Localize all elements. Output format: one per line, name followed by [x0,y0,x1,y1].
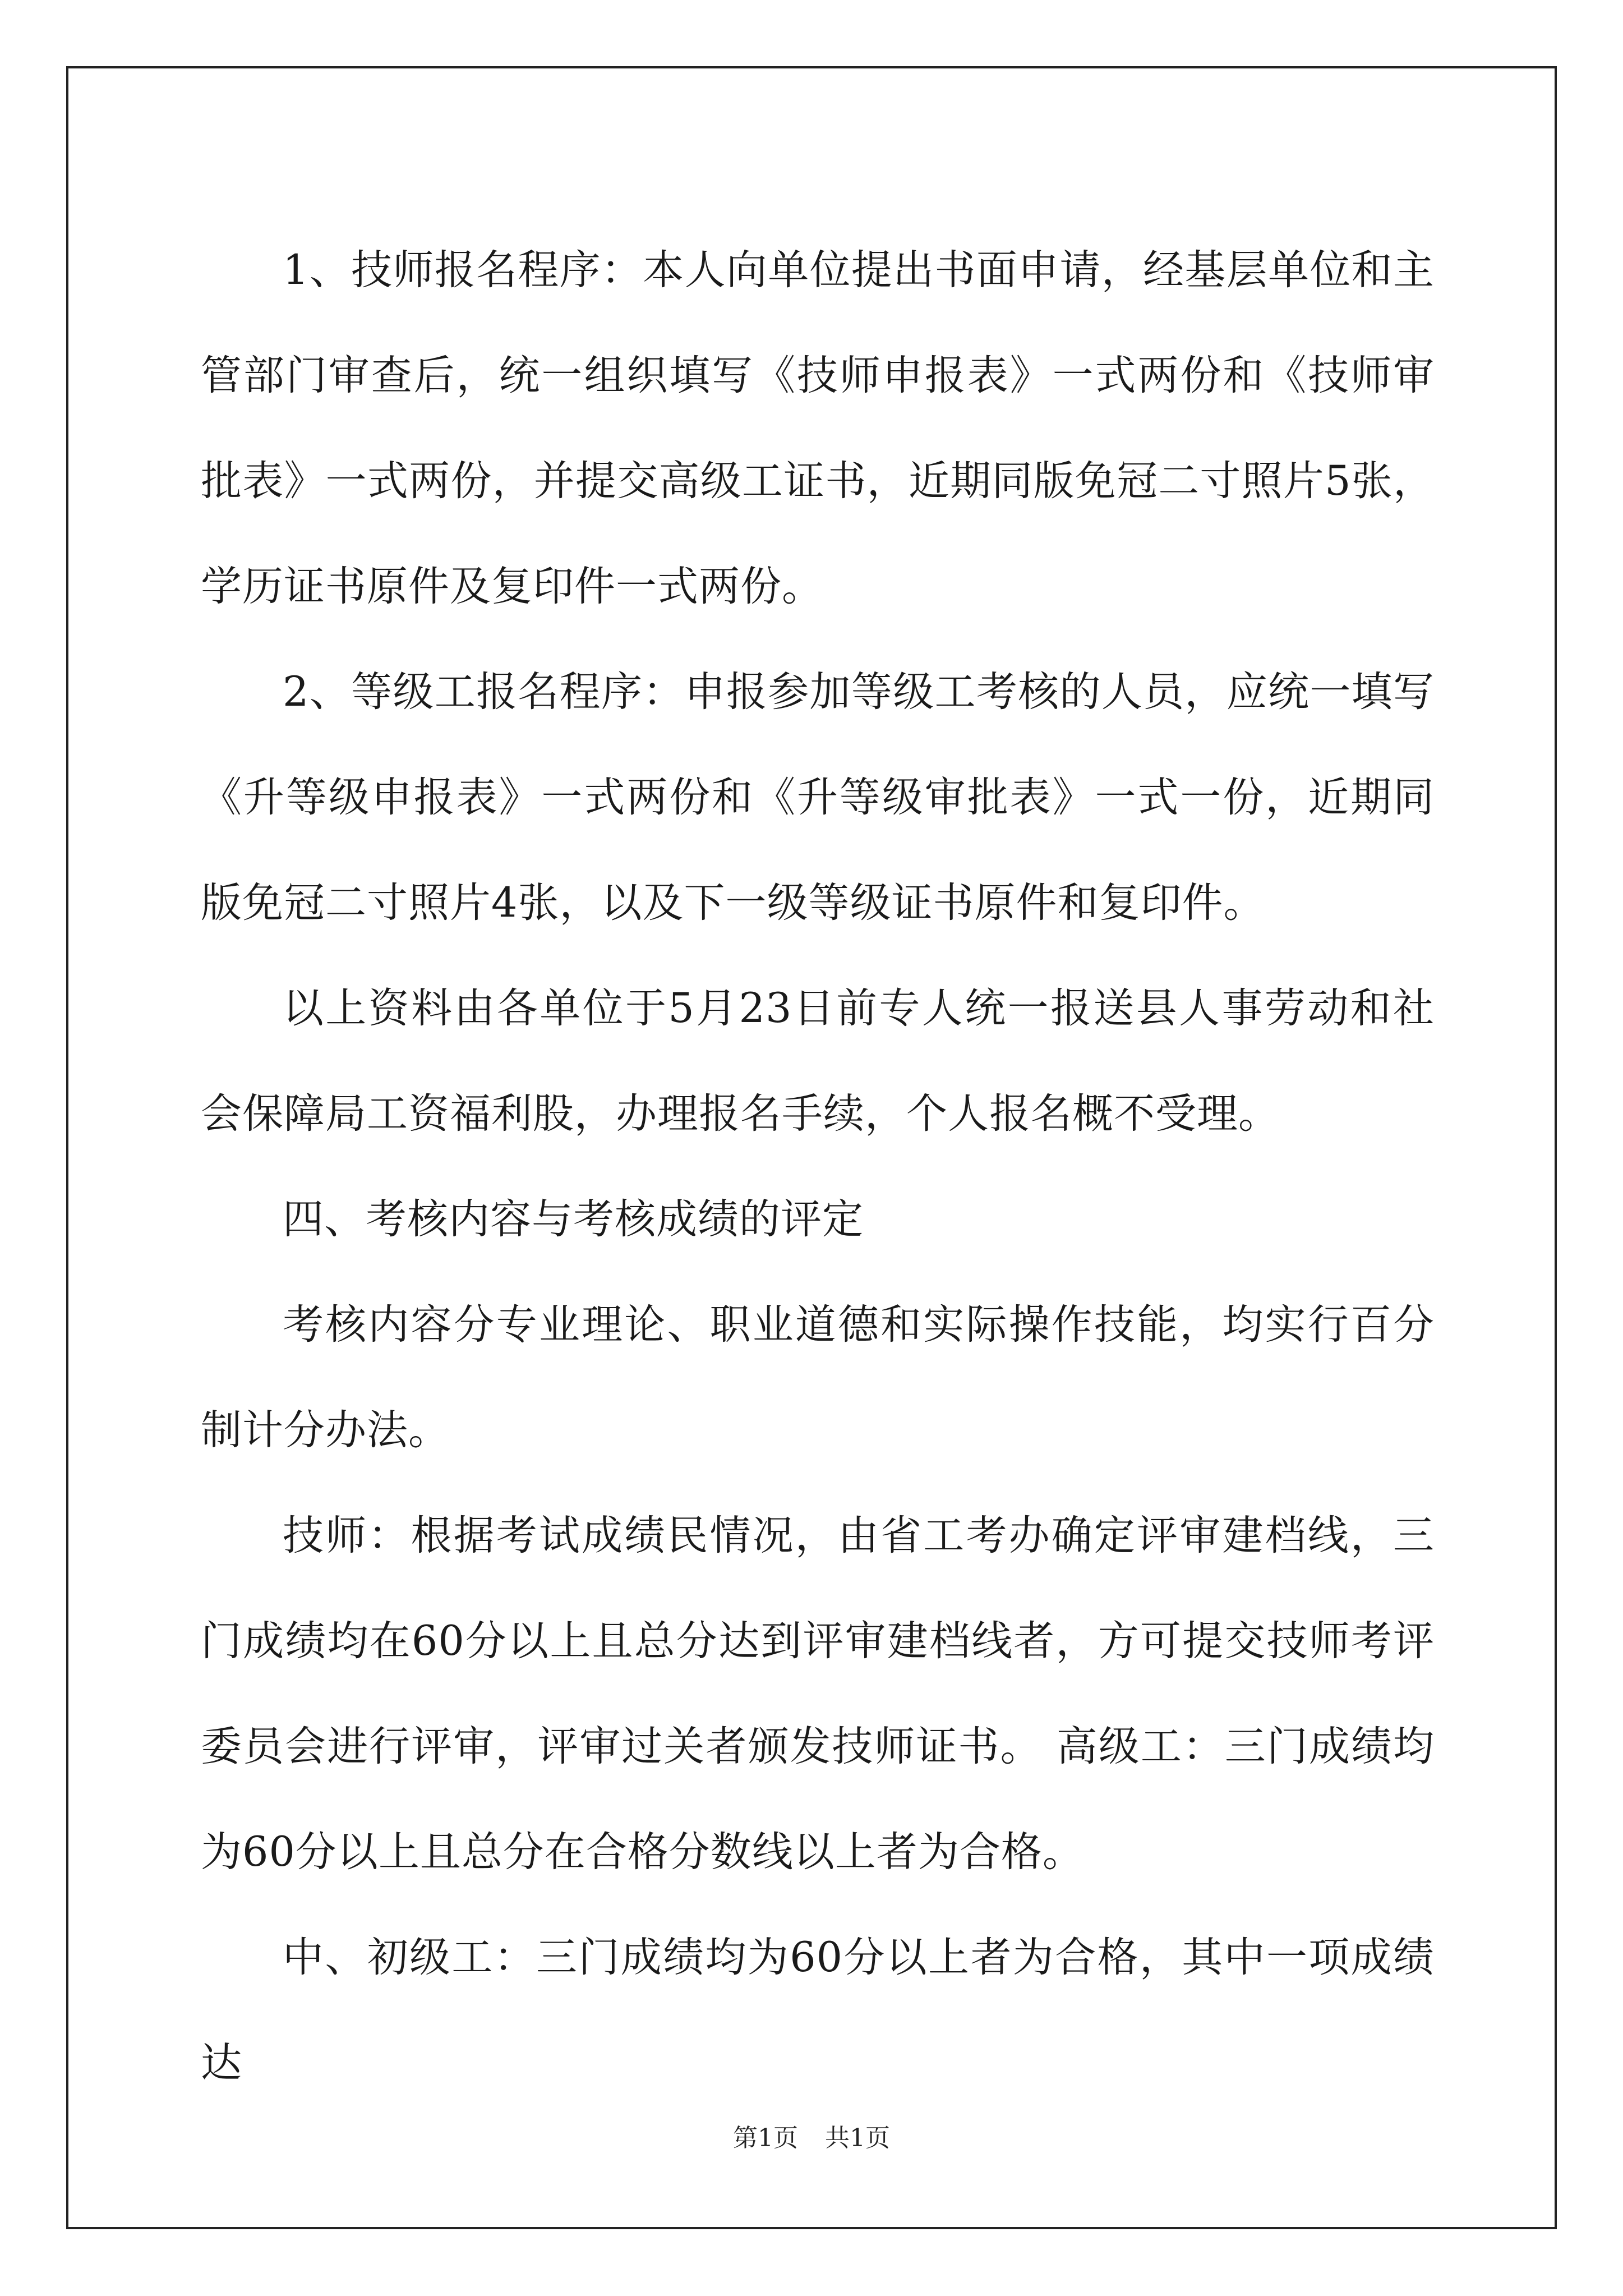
paragraph-technician-registration: 1、技师报名程序：本人向单位提出书面申请，经基层单位和主管部门审查后，统一组织填写《技师申报表》一式两份和《技师审批表》一式两份，并提交高级工证书，近期同版免冠二寸照片5张，学历证书原件及复印件一式两份。 [201,246,1435,610]
document-body [201,218,1435,2116]
page-footer [0,2122,1623,2155]
section-heading-assessment: 四、考核内容与考核成绩的评定 [283,1195,864,1243]
page-total: 共1页 [825,2124,890,2152]
paragraph-materials-submission: 以上资料由各单位于5月23日前专人统一报送县人事劳动和社会保障局工资福利股，办理报名手续，个人报名概不受理。 [201,984,1435,1138]
page-number: 第1页 [733,2124,798,2152]
paragraph-technician-criteria: 技师：根据考试成绩民情况，由省工考办确定评审建档线，三门成绩均在60分以上且总分达到评审建档线者，方可提交技师考评委员会进行评审，评审过关者颁发技师证书。 高级工：三门成绩均为60分以上且总分在合格分数线以上者为合格。 [201,1512,1435,1876]
paragraph-junior-criteria: 中、初级工：三门成绩均为60分以上者为合格，其中一项成绩达 [201,1934,1435,2087]
paragraph-grade-worker-registration: 2、等级工报名程序：申报参加等级工考核的人员，应统一填写《升等级申报表》一式两份和《升等级审批表》一式一份，近期同版免冠二寸照片4张，以及下一级等级证书原件和复印件。 [201,668,1435,927]
paragraph-assessment-content: 考核内容分专业理论、职业道德和实际操作技能，均实行百分制计分办法。 [201,1301,1435,1454]
